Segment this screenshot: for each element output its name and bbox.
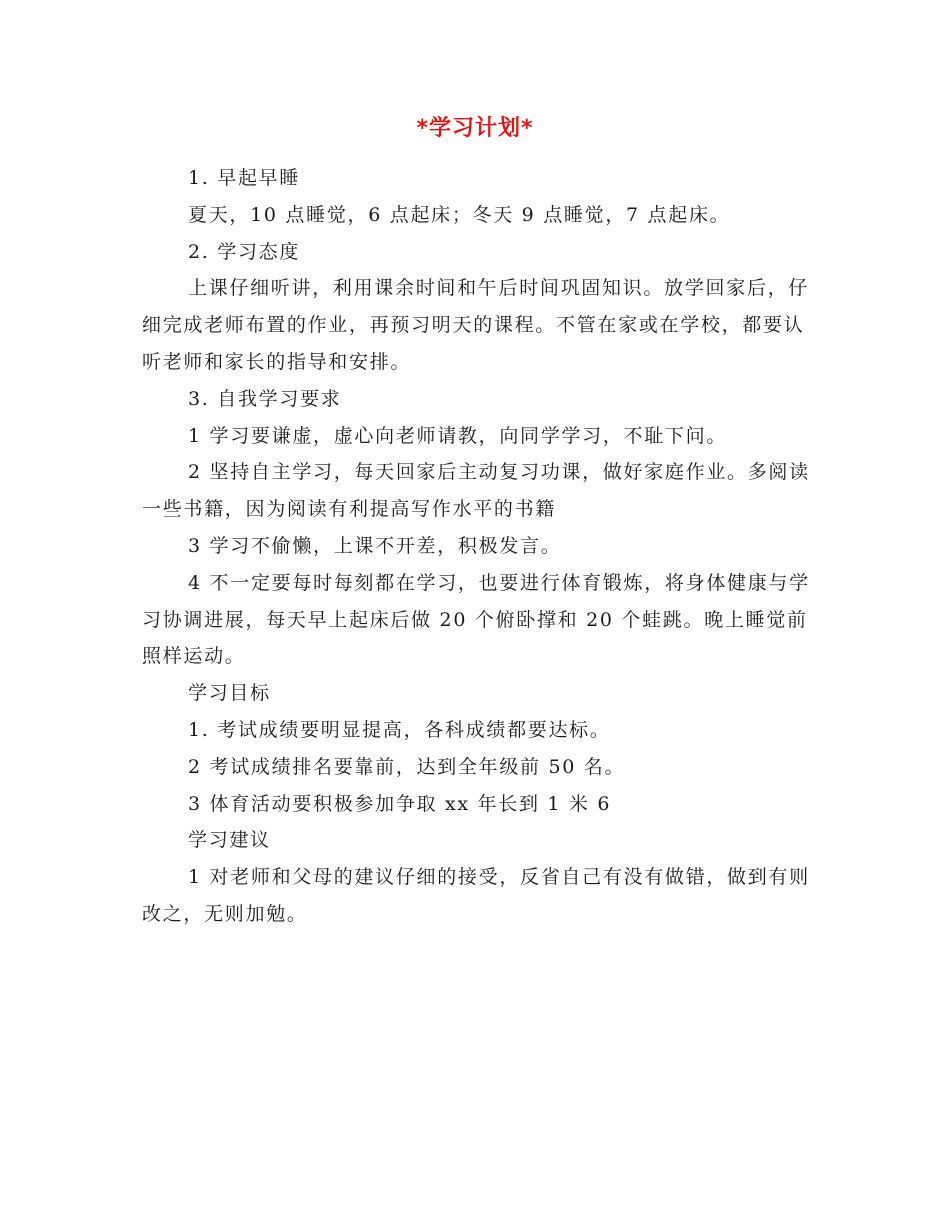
goal-item-2: 2 考试成绩排名要靠前，达到全年级前 50 名。 [188,755,626,778]
paragraph-attitude: 上课仔细听讲，利用课余时间和午后时间巩固知识。放学回家后，仔细完成老师布置的作业，再预习明天的课程。不管在家或在学校，都要认听老师和家长的指导和安排。 [142,277,810,373]
heading-goals: 学习目标 [188,682,271,705]
requirement-item-3: 3 学习不偷懒，上课不开差，积极发言。 [188,534,562,557]
heading-suggestions: 学习建议 [188,829,271,852]
requirement-item-4: 4 不一定要每时每刻都在学习，也要进行体育锻炼，将身体健康与学习协调进展，每天早上起床后做 20 个俯卧撑和 20 个蛙跳。晚上睡觉前照样运动。 [142,571,810,668]
suggestion-item-1: 1 对老师和父母的建议仔细的接受，反省自己有没有做错，做到有则改之，无则加勉。 [142,866,810,925]
requirement-item-1: 1 学习要谦虚，虚心向老师请教，向同学学习，不耻下问。 [188,424,728,447]
paragraph-schedule: 夏天，10 点睡觉，6 点起床；冬天 9 点睡觉，7 点起床。 [188,203,731,226]
goal-item-1: 1. 考试成绩要明显提高，各科成绩都要达标。 [188,718,611,741]
heading-early-sleep: 1. 早起早睡 [188,167,301,189]
heading-attitude: 2. 学习态度 [188,240,301,263]
goal-item-3: 3 体育活动要积极参加争取 xx 年长到 1 米 6 [188,792,612,815]
document-title: *学习计划* [416,116,534,141]
heading-self-requirements: 3. 自我学习要求 [188,387,342,410]
document-body [142,160,814,933]
requirement-item-2: 2 坚持自主学习，每天回家后主动复习功课，做好家庭作业。多阅读一些书籍，因为阅读有利提高写作水平的书籍 [142,461,810,521]
